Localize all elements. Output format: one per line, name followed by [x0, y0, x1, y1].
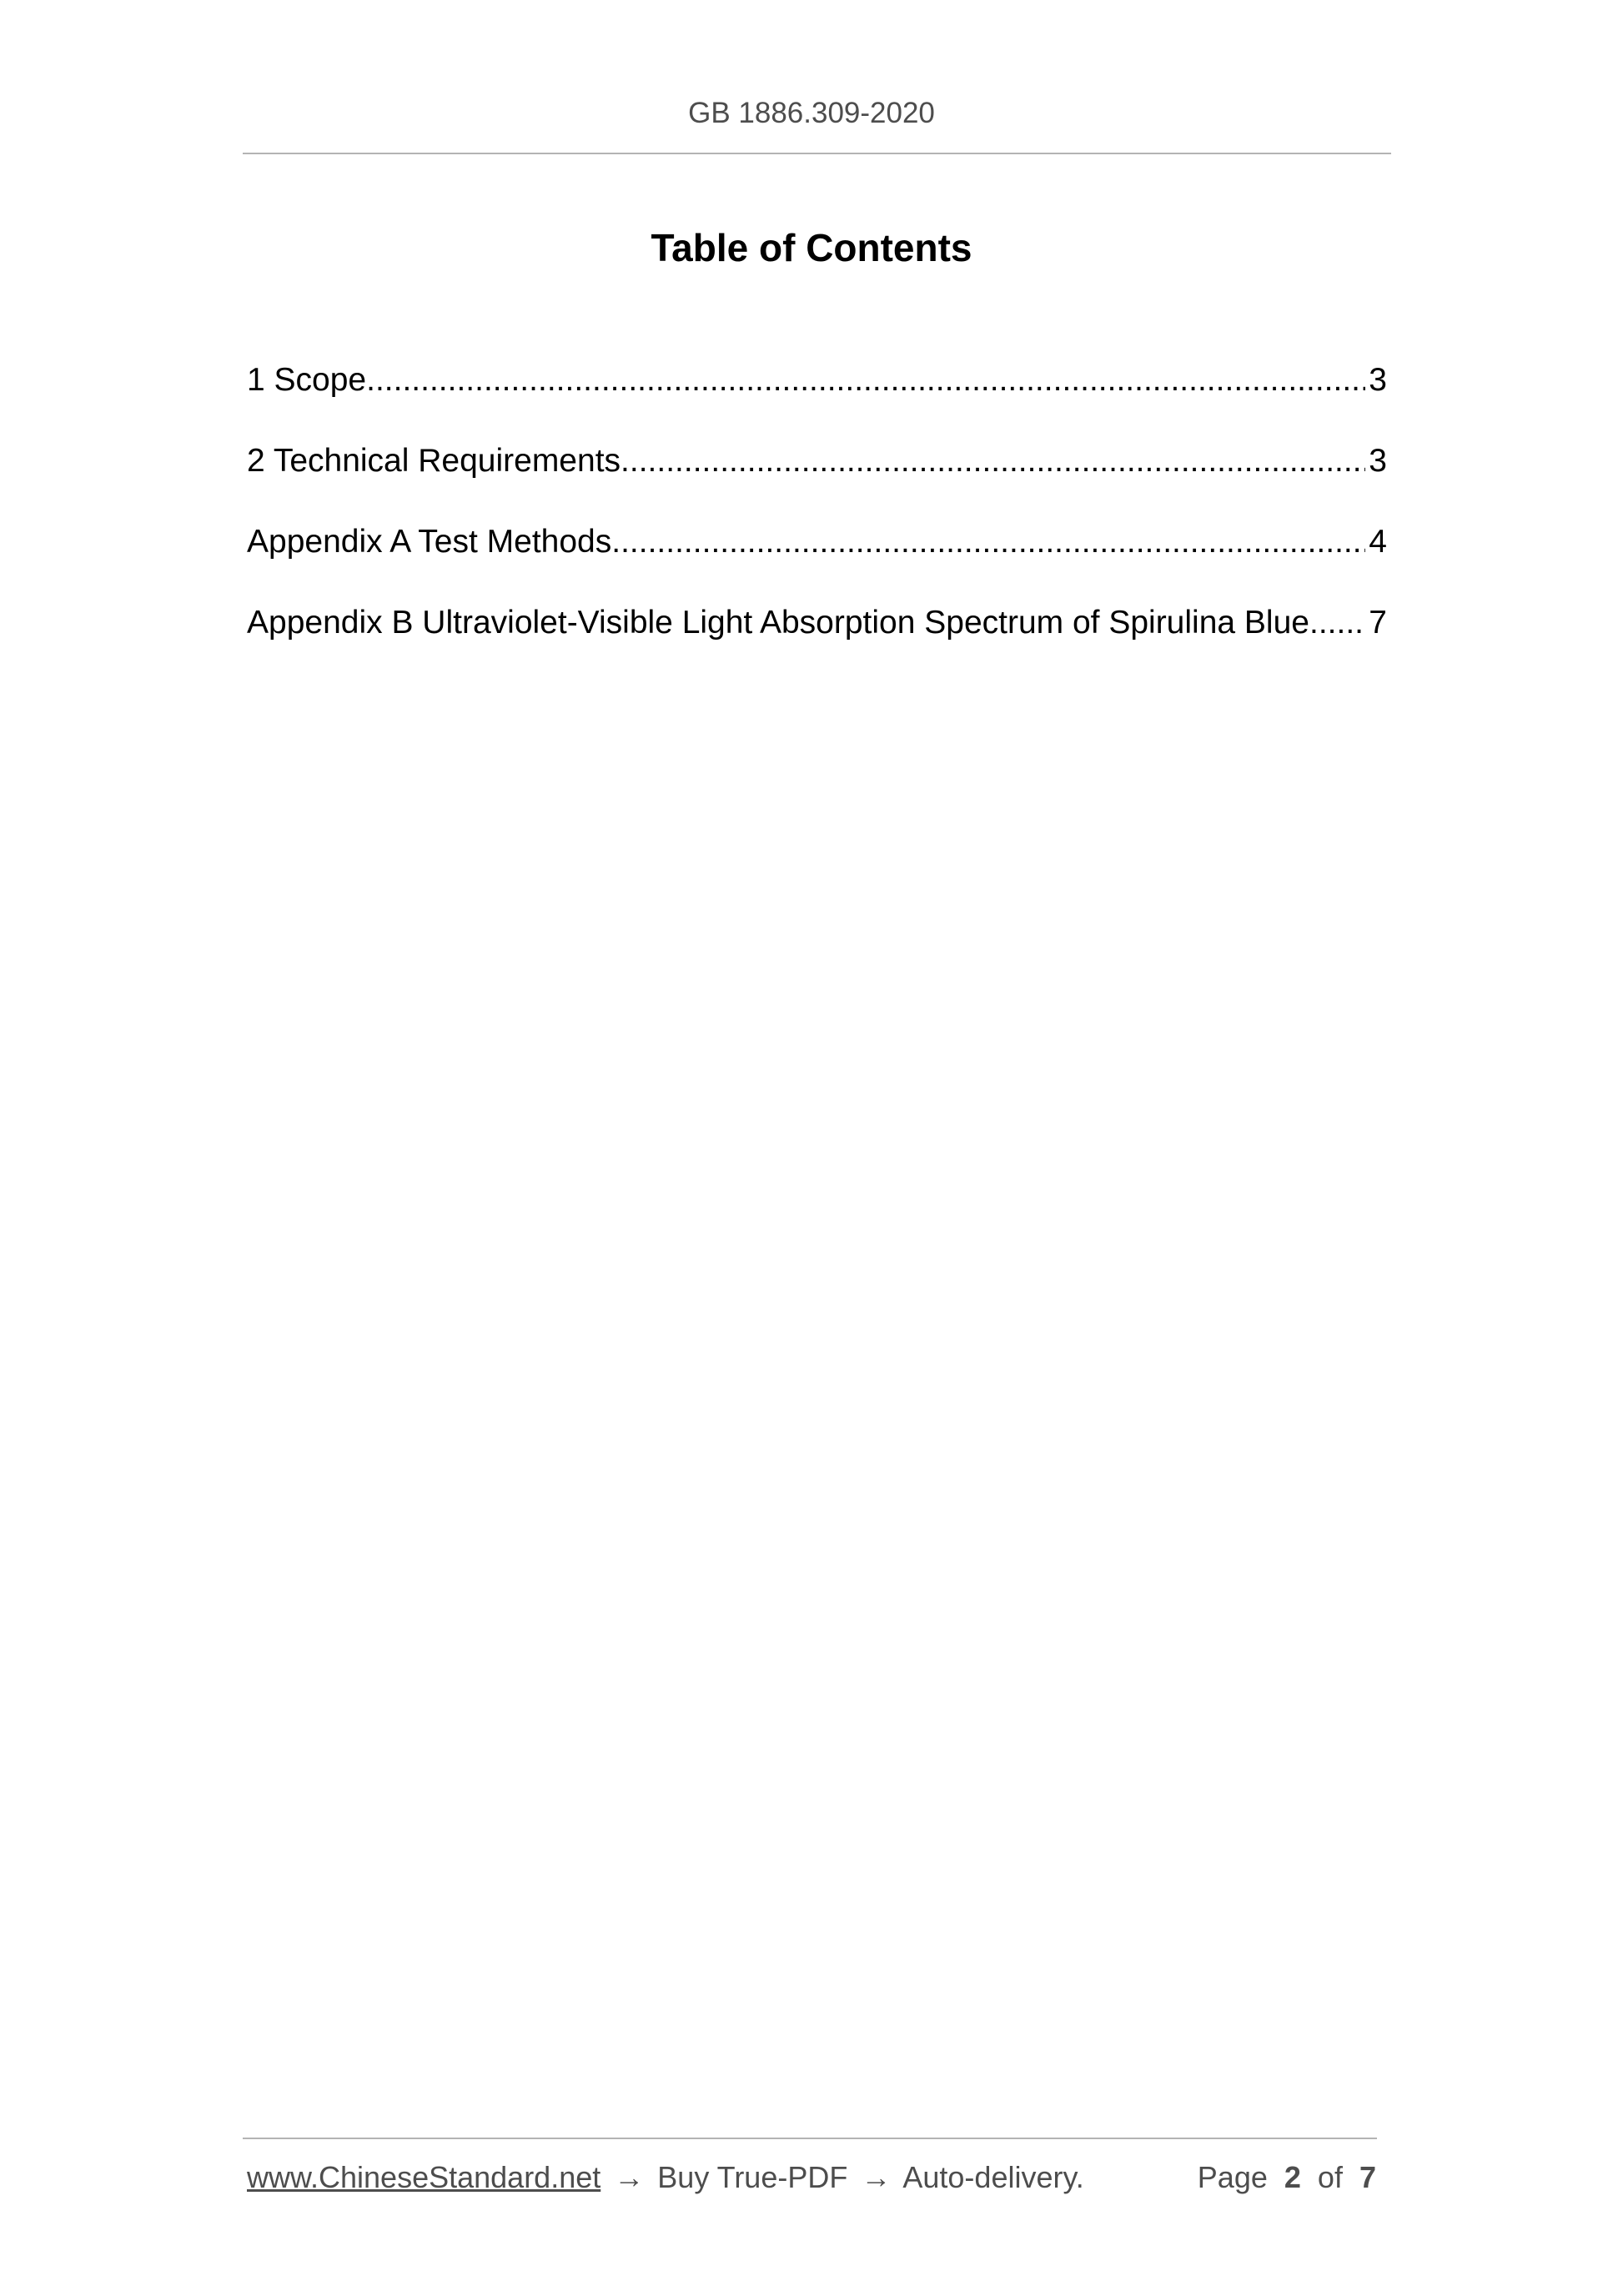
page-label: Page: [1197, 2160, 1268, 2194]
toc-title: Table of Contents: [651, 226, 972, 269]
toc-entry-page: 7: [1369, 605, 1387, 641]
toc-entry-label: Appendix A Test Methods: [247, 524, 612, 560]
toc-dot-leader: [621, 436, 1365, 486]
delivery-text: Auto-delivery.: [902, 2160, 1084, 2194]
toc-dot-leader: [1309, 598, 1365, 648]
toc-entry-label: 1 Scope: [247, 362, 367, 398]
toc-list: [247, 355, 1387, 679]
of-label: of: [1317, 2160, 1343, 2194]
document-header-code: GB 1886.309-2020: [688, 97, 935, 129]
toc-entry-label: 2 Technical Requirements: [247, 443, 621, 479]
toc-entry-page: 3: [1369, 362, 1387, 398]
toc-entry-technical-requirements[interactable]: [247, 436, 1387, 517]
toc-entry-page: 4: [1369, 524, 1387, 560]
toc-entry-appendix-b[interactable]: [247, 598, 1387, 679]
toc-entry-appendix-a[interactable]: [247, 517, 1387, 598]
right-arrow-icon: →: [614, 2160, 645, 2194]
toc-entry-label: Appendix B Ultraviolet-Visible Light Absorption Spectrum of Spirulina Blue: [247, 605, 1309, 641]
toc-dot-leader: [366, 355, 1365, 405]
page-indicator: [1198, 2157, 1376, 2198]
footer-promo: [247, 2157, 1084, 2198]
buy-text: Buy True-PDF: [657, 2160, 848, 2194]
right-arrow-icon: →: [861, 2160, 892, 2194]
current-page-number: 2: [1284, 2160, 1301, 2194]
header-divider: [243, 153, 1391, 154]
toc-dot-leader: [611, 517, 1365, 567]
footer-divider: [243, 2138, 1377, 2139]
toc-entry-scope[interactable]: [247, 355, 1387, 436]
website-link[interactable]: www.ChineseStandard.net: [247, 2160, 601, 2194]
total-pages-number: 7: [1359, 2160, 1376, 2194]
toc-entry-page: 3: [1369, 443, 1387, 479]
